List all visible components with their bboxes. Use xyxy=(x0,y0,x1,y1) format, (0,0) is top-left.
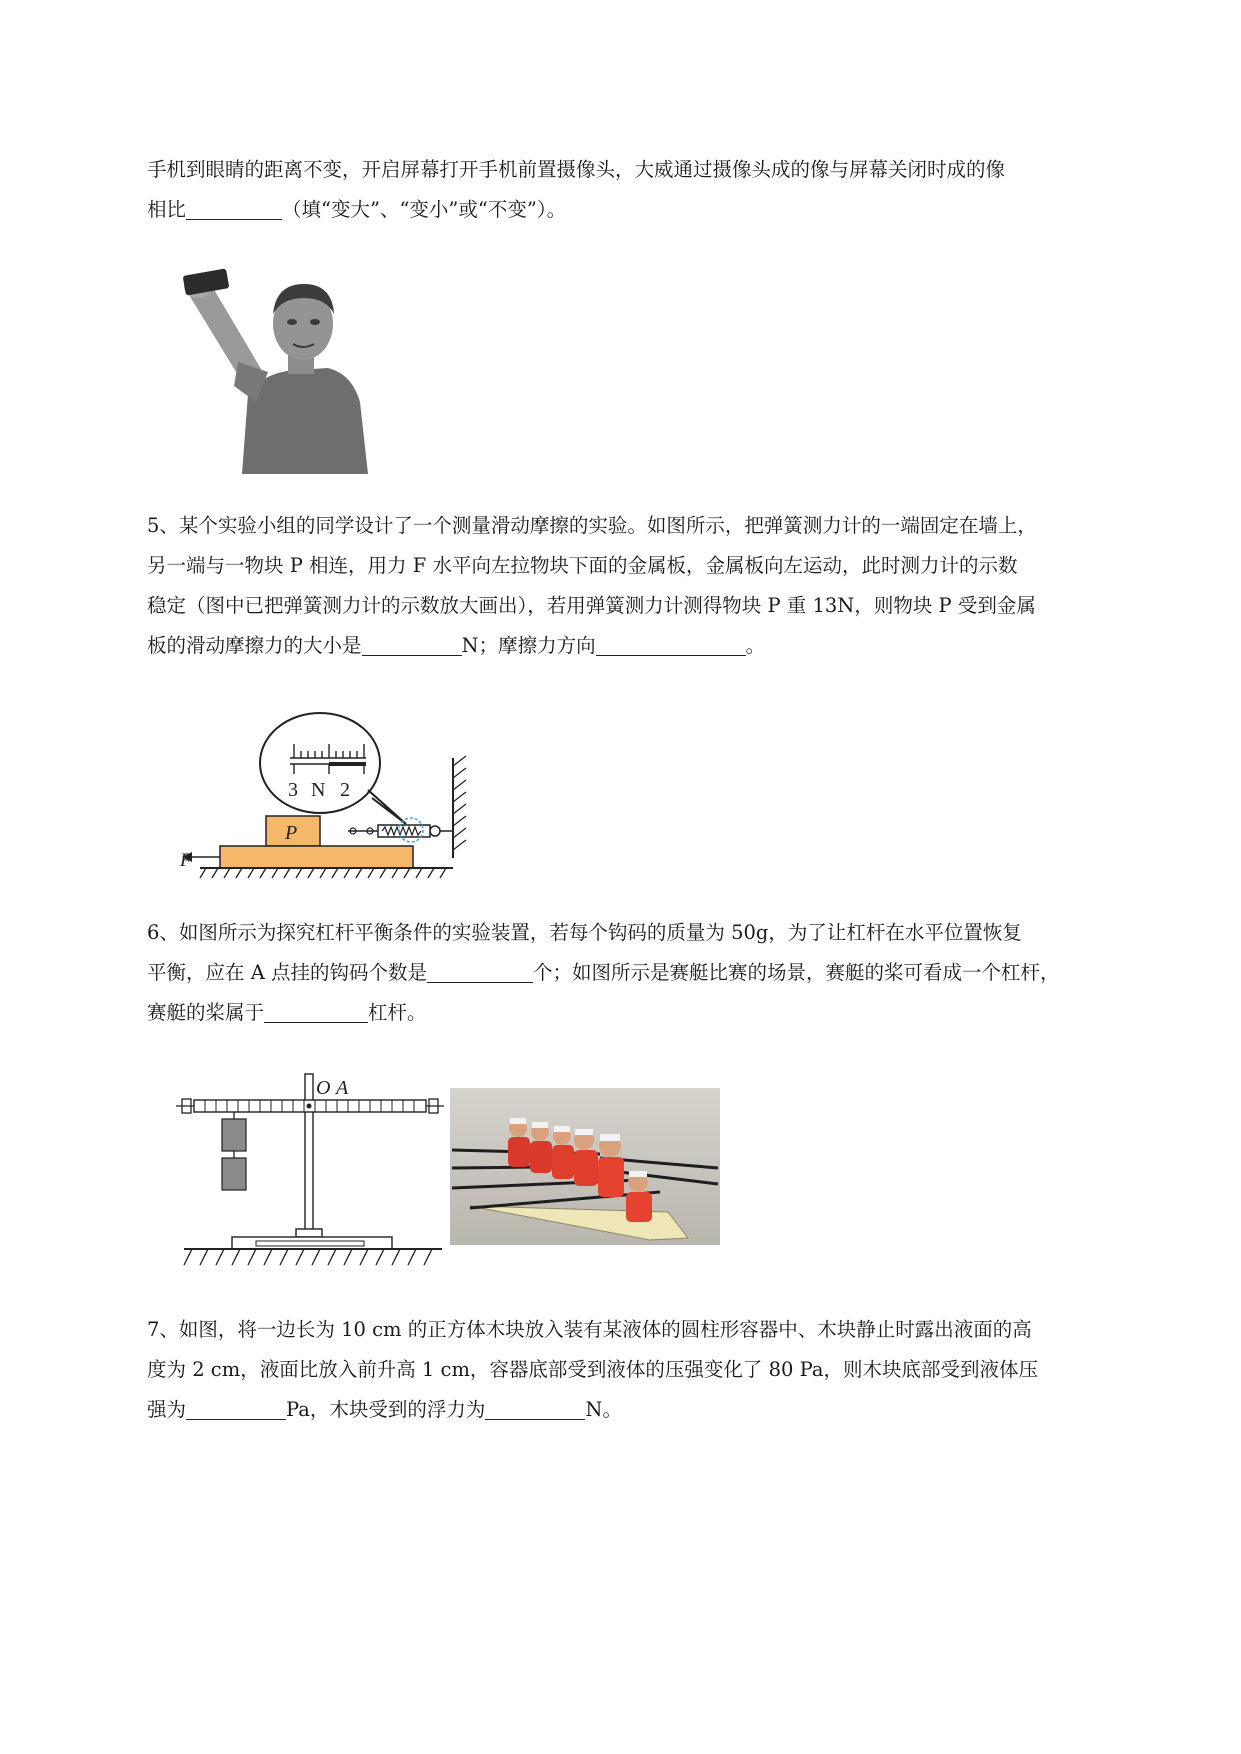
metal-plate xyxy=(220,846,413,868)
q7-line-1: 7、如图，将一边长为 10 cm 的正方体木块放入装有某液体的圆柱形容器中、木块静止时露出液面的高 xyxy=(147,1318,1032,1341)
question-7-text xyxy=(147,1310,1152,1430)
question-6-text xyxy=(147,913,1152,1033)
scale-label-unit: N xyxy=(311,779,326,801)
q7-line-2: 度为 2 cm，液面比放入前升高 1 cm，容器底部受到液体的压强变化了 80 Pa，则木块底部受到液体压 xyxy=(147,1358,1039,1381)
q4-line-1: 手机到眼睛的距离不变，开启屏幕打开手机前置摄像头，大威通过摄像头成的像与屏幕关闭时成的像 xyxy=(147,158,1006,181)
point-a-label: A xyxy=(336,1077,349,1099)
lever-apparatus-diagram xyxy=(172,1062,448,1272)
q5-line-2: 另一端与一物块 P 相连，用力 F 水平向左拉物块下面的金属板，金属板向左运动，此时测力计的示数 xyxy=(147,554,1018,577)
answer-blank[interactable] xyxy=(264,996,368,1023)
q7-line-3: 强为 Pa，木块受到的浮力为 N。 xyxy=(147,1390,1152,1430)
q6-line-3: 赛艇的桨属于 杠杆。 xyxy=(147,993,1152,1033)
wall-hatching xyxy=(453,756,466,850)
answer-blank[interactable] xyxy=(362,629,462,656)
ground-hatching xyxy=(200,868,446,878)
pivot-label: O xyxy=(316,1077,331,1099)
question-4-text xyxy=(147,150,1152,230)
scale-label-2: 2 xyxy=(340,779,350,801)
q5-line-4: 板的滑动摩擦力的大小是 N；摩擦力方向 。 xyxy=(147,626,1152,666)
q6-line-2: 平衡，应在 A 点挂的钩码个数是 个；如图所示是赛艇比赛的场景，赛艇的桨可看成一个杠杆， xyxy=(147,953,1152,993)
answer-blank[interactable] xyxy=(186,1393,286,1420)
q6-line-1: 6、如图所示为探究杠杆平衡条件的实验装置，若每个钩码的质量为 50g，为了让杠杆在水平位置恢复 xyxy=(147,921,1022,944)
friction-experiment-diagram xyxy=(170,708,470,883)
spring-scale xyxy=(348,818,453,842)
selfie-photo xyxy=(176,262,386,474)
answer-blank[interactable] xyxy=(186,193,282,220)
rowing-photo xyxy=(450,1088,720,1245)
q5-line-1: 5、某个实验小组的同学设计了一个测量滑动摩擦的实验。如图所示，把弹簧测力计的一端固定在墙上， xyxy=(147,514,1037,537)
q5-line-3: 稳定（图中已把弹簧测力计的示数放大画出），若用弹簧测力计测得物块 P 重 13N，则物块 P 受到金属 xyxy=(147,594,1036,617)
answer-blank[interactable] xyxy=(596,629,746,656)
force-label: F xyxy=(180,850,192,871)
hook-weight xyxy=(222,1158,246,1190)
block-p-label: P xyxy=(285,822,298,844)
scale-label-3: 3 xyxy=(288,779,298,801)
q4-line-2: 相比 （填“变大”、“变小”或“不变”）。 xyxy=(147,190,1152,230)
question-5-text xyxy=(147,506,1152,666)
hook-weight xyxy=(222,1119,246,1151)
answer-blank[interactable] xyxy=(485,1393,585,1420)
ground-hatching xyxy=(184,1249,432,1265)
answer-blank[interactable] xyxy=(427,956,533,983)
